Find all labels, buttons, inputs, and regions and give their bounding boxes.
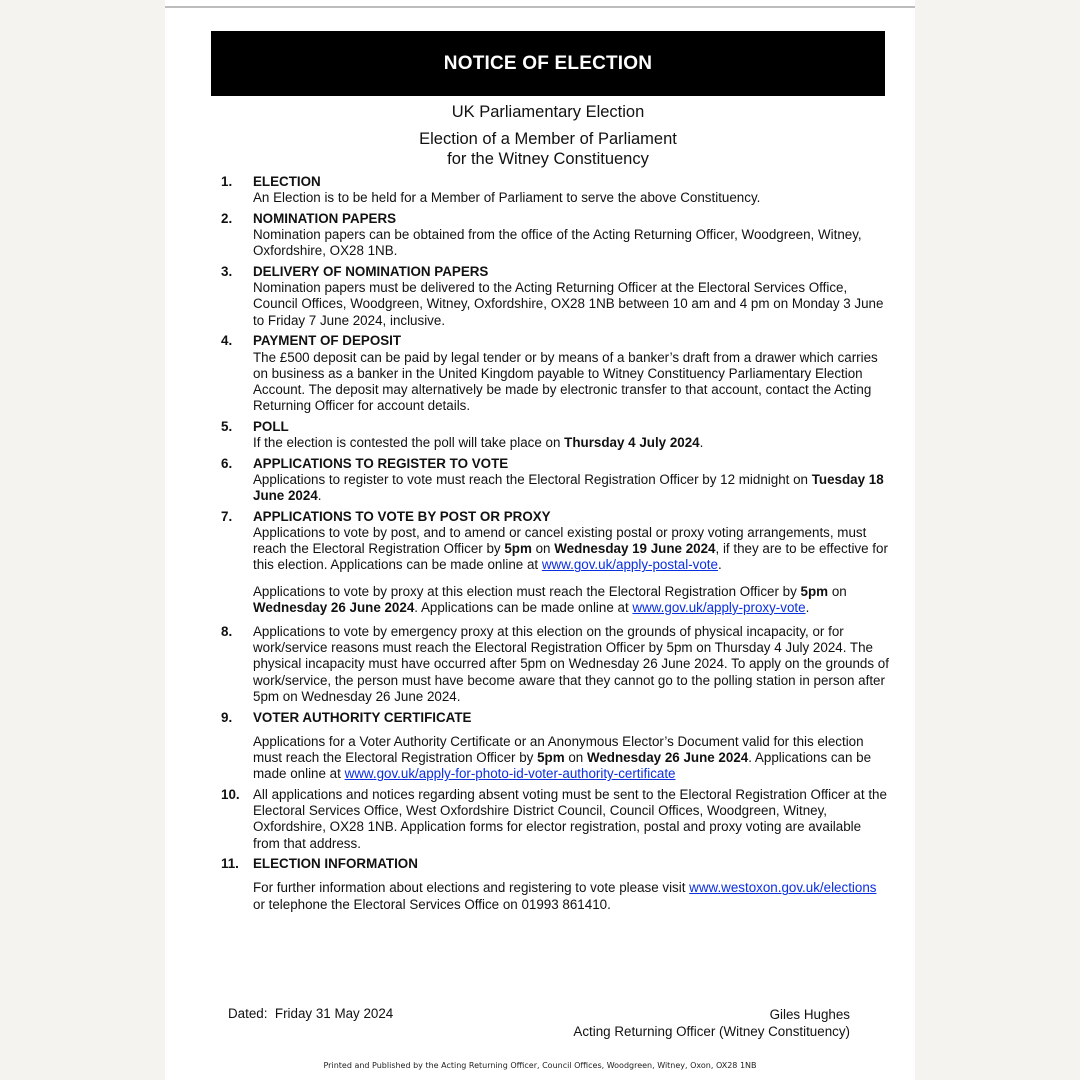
- section-register-to-vote: [221, 456, 891, 505]
- postal-vote-text: Applications to vote by post, and to amend or cancel existing postal or proxy voting arrangements, must reach the Electoral Registration Officer by 5pm on Wednesday 19 June 2024, if they are to be effective for this election. Applications can be made online at www.gov.uk/apply-postal-vote.: [253, 525, 888, 573]
- section-text: Applications to vote by emergency proxy at this election on the grounds of physical incapacity, or for work/service reasons must reach the Electoral Registration Officer by 5pm on Thursday 4 July 2024. The physical incapacity must have occurred after 5pm on Wednesday 26 June 2024. To apply on the grounds of work/service, the person must have become aware that they cannot go to the polling station in person after 5pm on Wednesday 26 June 2024.: [253, 624, 889, 704]
- section-poll: [221, 419, 891, 451]
- section-text: Nomination papers must be delivered to the Acting Returning Officer at the Electoral Services Office, Council Offices, Woodgreen, Witney, Oxfordshire, OX28 1NB between 10 am and 4 pm on Monday 3 June to Friday 7 June 2024, inclusive.: [253, 280, 884, 328]
- section-text: Applications for a Voter Authority Certificate or an Anonymous Elector’s Document valid for this election must reach the Electoral Registration Officer by 5pm on Wednesday 26 June 2024. Applications can be made online at www.gov.uk/apply-for-photo-id-voter-authority-certificate: [253, 733, 872, 782]
- signature-block: [573, 1006, 850, 1040]
- section-number: 3.: [221, 264, 233, 280]
- section-absent-voting: [221, 787, 891, 852]
- section-text: Nomination papers can be obtained from the office of the Acting Returning Officer, Woodgreen, Witney, Oxfordshire, OX28 1NB.: [253, 227, 862, 259]
- section-post-or-proxy: [221, 509, 891, 616]
- election-type: UK Parliamentary Election: [451, 103, 645, 121]
- section-text: For further information about elections and registering to vote please visit www.westoxon.gov.uk/elections or telephone the Electoral Services Office on 01993 861410.: [253, 880, 877, 912]
- dated-line: [228, 1006, 393, 1021]
- section-number: 5.: [221, 418, 233, 434]
- section-text: If the election is contested the poll will take place on Thursday 4 July 2024.: [253, 435, 704, 451]
- section-text: All applications and notices regarding absent voting must be sent to the Electoral Registration Officer at the Electoral Services Office, West Oxfordshire District Council, Council Offices, Woodgreen, Witney, Oxfordshire, OX28 1NB. Application forms for elector registration, postal and proxy voting are available from that address.: [253, 786, 887, 851]
- section-number: 8.: [221, 624, 233, 640]
- section-number: 10.: [221, 786, 240, 802]
- poll-date: Thursday 4 July 2024: [564, 435, 700, 451]
- section-heading: VOTER AUTHORITY CERTIFICATE: [253, 709, 472, 725]
- section-delivery-of-nomination-papers: [221, 264, 891, 329]
- section-number: 6.: [221, 455, 233, 471]
- section-number: 1.: [221, 174, 233, 189]
- proxy-vote-text: Applications to vote by proxy at this election must reach the Electoral Registration Officer by 5pm on Wednesday 26 June 2024. Applications can be made online at www.gov.uk/apply-proxy-vote.: [253, 583, 847, 615]
- section-heading: DELIVERY OF NOMINATION PAPERS: [253, 264, 489, 280]
- section-number: 4.: [221, 333, 233, 349]
- banner-title: NOTICE OF ELECTION: [443, 52, 653, 74]
- register-deadline: Tuesday 18 June 2024: [253, 471, 884, 504]
- section-emergency-proxy: [221, 624, 891, 705]
- section-heading: APPLICATIONS TO VOTE BY POST OR PROXY: [253, 508, 551, 524]
- section-number: 9.: [221, 709, 233, 725]
- elections-website-link[interactable]: www.westoxon.gov.uk/elections: [689, 880, 877, 896]
- subtitle-line-1: Election of a Member of Parliament: [419, 130, 677, 148]
- postal-vote-link[interactable]: www.gov.uk/apply-postal-vote: [541, 557, 718, 573]
- proxy-vote-link[interactable]: www.gov.uk/apply-proxy-vote: [632, 599, 806, 615]
- section-nomination-papers: [221, 211, 891, 260]
- section-heading: APPLICATIONS TO REGISTER TO VOTE: [253, 455, 509, 471]
- section-heading: POLL: [253, 418, 289, 434]
- section-voter-authority-certificate: [221, 710, 891, 783]
- section-heading: NOMINATION PAPERS: [253, 210, 397, 226]
- section-text: An Election is to be held for a Member of Parliament to serve the above Constituency.: [253, 190, 761, 206]
- section-heading: ELECTION INFORMATION: [253, 856, 418, 872]
- section-number: 7.: [221, 508, 233, 524]
- section-heading: ELECTION: [253, 174, 321, 189]
- top-divider: [165, 6, 915, 8]
- section-number: 2.: [221, 210, 233, 226]
- section-election: [221, 174, 891, 206]
- section-number: 11.: [221, 856, 239, 872]
- section-text: The £500 deposit can be paid by legal tender or by means of a banker’s draft from a drawer which carries on business as a banker in the United Kingdom payable to Witney Constituency Parliamentary Election Account. The deposit may alternatively be made by electronic transfer to that account, contact the Acting Returning Officer for account details.: [253, 349, 878, 414]
- signer-title: Acting Returning Officer (Witney Constituency): [573, 1024, 850, 1039]
- notice-sections: [221, 174, 891, 917]
- dated-value: Friday 31 May 2024: [274, 1006, 394, 1021]
- voter-authority-link[interactable]: www.gov.uk/apply-for-photo-id-voter-authority-certificate: [344, 766, 676, 782]
- imprint-footer: Printed and Published by the Acting Returning Officer, Council Offices, Woodgreen, Witney, Oxon, OX28 1NB: [323, 1061, 757, 1070]
- section-election-information: [221, 856, 891, 913]
- section-payment-of-deposit: [221, 333, 891, 414]
- signer-name: Giles Hughes: [769, 1007, 850, 1022]
- section-text: Applications to register to vote must reach the Electoral Registration Officer by 12 midnight on Tuesday 18 June 2024.: [253, 471, 884, 504]
- dated-label: Dated:: [228, 1006, 268, 1021]
- section-heading: PAYMENT OF DEPOSIT: [253, 333, 402, 349]
- subtitle-line-2: for the Witney Constituency: [447, 150, 649, 168]
- notice-banner: [211, 31, 885, 96]
